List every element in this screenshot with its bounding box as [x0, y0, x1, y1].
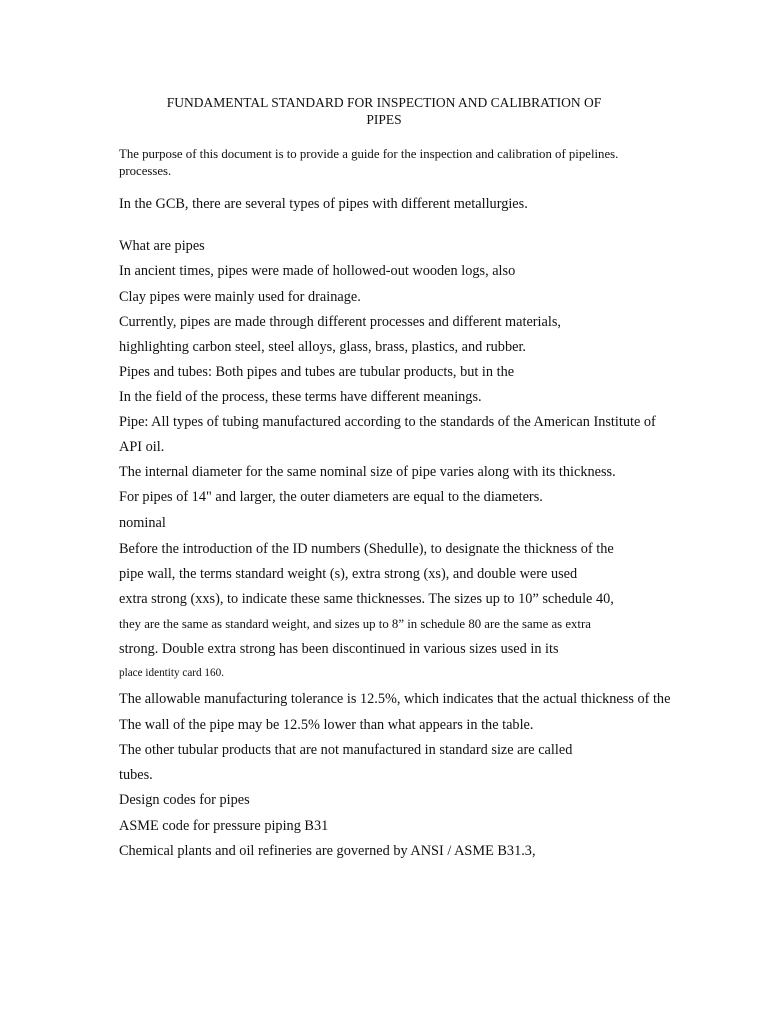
paragraph-line: nominal: [119, 515, 166, 531]
paragraph-line: extra strong (xxs), to indicate these same thicknesses. The sizes up to 10” schedule 40,: [119, 591, 614, 607]
paragraph-line: In the field of the process, these terms have different meanings.: [119, 389, 482, 405]
paragraph-line: Chemical plants and oil refineries are governed by ANSI / ASME B31.3,: [119, 843, 536, 859]
paragraph-line: they are the same as standard weight, and sizes up to 8” in schedule 80 are the same as extra: [119, 617, 591, 631]
document-title-line-2: PIPES: [366, 112, 402, 127]
section-heading: Design codes for pipes: [119, 792, 250, 808]
paragraph-line: API oil.: [119, 439, 165, 455]
paragraph-line: The internal diameter for the same nominal size of pipe varies along with its thickness.: [119, 464, 616, 480]
paragraph-line: In ancient times, pipes were made of hollowed-out wooden logs, also: [119, 263, 516, 279]
paragraph-line: The purpose of this document is to provide a guide for the inspection and calibration of pipelines.: [119, 147, 619, 161]
paragraph-line: Pipes and tubes: Both pipes and tubes are tubular products, but in the: [119, 364, 515, 380]
paragraph-line: tubes.: [119, 767, 153, 783]
paragraph-line: Clay pipes were mainly used for drainage.: [119, 289, 361, 305]
paragraph-line: Before the introduction of the ID numbers (Shedulle), to designate the thickness of the: [119, 541, 614, 557]
paragraph-line: The wall of the pipe may be 12.5% lower than what appears in the table.: [119, 717, 534, 733]
paragraph-line: The other tubular products that are not manufactured in standard size are called: [119, 742, 573, 758]
paragraph-line: pipe wall, the terms standard weight (s), extra strong (xs), and double were used: [119, 566, 578, 582]
paragraph-line: processes.: [119, 164, 172, 178]
paragraph-line: The allowable manufacturing tolerance is 12.5%, which indicates that the actual thickness of the: [119, 691, 671, 707]
paragraph-line: Pipe: All types of tubing manufactured according to the standards of the American Institute of: [119, 414, 656, 430]
paragraph-line: In the GCB, there are several types of pipes with different metallurgies.: [119, 196, 528, 212]
paragraph-line: highlighting carbon steel, steel alloys, glass, brass, plastics, and rubber.: [119, 339, 526, 355]
paragraph-line: ASME code for pressure piping B31: [119, 818, 329, 834]
section-heading: What are pipes: [119, 238, 205, 254]
paragraph-line: Currently, pipes are made through different processes and different materials,: [119, 314, 561, 330]
document-title-line-1: FUNDAMENTAL STANDARD FOR INSPECTION AND CALIBRATION OF: [166, 95, 602, 110]
paragraph-line: strong. Double extra strong has been discontinued in various sizes used in its: [119, 641, 559, 657]
paragraph-line: For pipes of 14" and larger, the outer diameters are equal to the diameters.: [119, 489, 543, 505]
paragraph-line: place identity card 160.: [119, 667, 224, 679]
